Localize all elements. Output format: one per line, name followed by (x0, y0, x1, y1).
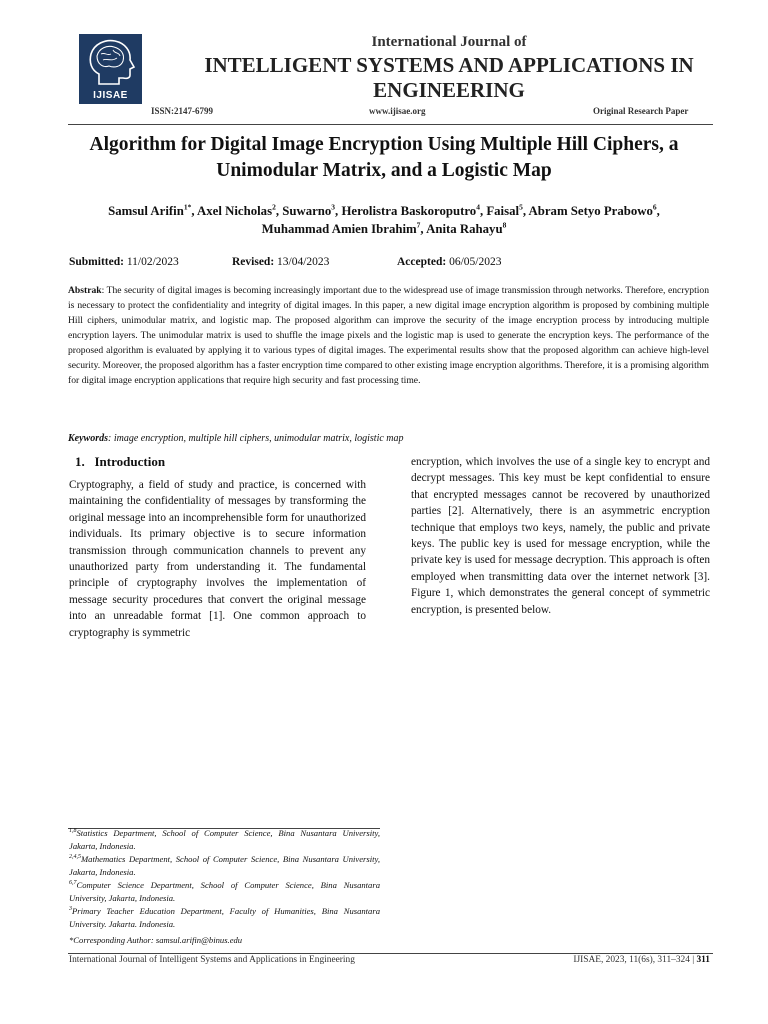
submitted-date (69, 256, 179, 268)
revised-value: 13/04/2023 (277, 256, 330, 268)
journal-of-label: International Journal of (371, 34, 527, 50)
footer-citation-text: IJISAE, 2023, 11(6s), 311–324 | (573, 955, 697, 965)
footnote-sup: 6,7 (69, 880, 77, 887)
section-heading-introduction: 1. Introduction (75, 454, 166, 469)
revised-label: Revised: (232, 256, 275, 268)
author-name: Axel Nicholas (197, 204, 273, 218)
page-number: 311 (696, 955, 710, 965)
website-link[interactable]: www.ijisae.org (369, 106, 426, 116)
authors-line2 (60, 220, 708, 238)
author-separator: , (420, 222, 427, 236)
author-separator: , (191, 204, 198, 218)
keywords (68, 433, 709, 444)
author-affiliation-mark: 2 (272, 202, 276, 212)
footnote-sup: 1,8 (69, 828, 77, 835)
author-affiliation-mark: 8 (502, 220, 507, 230)
accepted-date (397, 256, 501, 268)
author-separator: , (275, 204, 283, 218)
abstract-label: Abstrak (68, 285, 102, 296)
author-name: Faisal (486, 204, 520, 218)
author-list (60, 202, 708, 238)
author-affiliation-mark: 5 (519, 202, 523, 212)
author-affiliation-mark: 3 (331, 202, 336, 212)
author-name: Anita Rahayu (426, 222, 503, 236)
author-name: Herolistra Baskoroputro (341, 204, 477, 218)
footnote-sup: 3 (69, 906, 72, 913)
header-divider (68, 124, 713, 125)
author-affiliation-mark: 7 (416, 220, 421, 230)
corresponding-author: *Corresponding Author: samsul.arifin@binus.edu (69, 935, 243, 945)
footnote-affiliation-2 (69, 853, 380, 879)
submitted-value: 11/02/2023 (126, 256, 179, 268)
footer-divider (68, 953, 713, 954)
intro-left-column: Cryptography, a field of study and practice, is concerned with maintaining the confidentiality of messages by transforming the original message into an incomprehensible form for unauthorized individuals. Its primary objective is to secure information transmission through communication channels to prevent any unauthorized party from understanding it. The fundamental principle of cryptography involves the implementation of message security procedures that convert the original message into an unreadable format [1]. One common approach to cryptography is symmetric (69, 479, 366, 639)
footer-journal-name: International Journal of Intelligent Systems and Applications in Engineering (69, 955, 355, 965)
author-affiliation-mark: 4 (476, 202, 480, 212)
intro-right-column: encryption, which involves the use of a single key to encrypt and decrypt messages. This key must be kept confidential to ensure that encrypted messages cannot be recovered by unauthorized parties [2]. Alternatively, there is an asymmetric encryption technique that employs two keys, namely, the public and private keys. The public key is used for message encryption, while the private key is used for message decryption. This approach is often employed when transmitting data over the internet network [3]. Figure 1, which demonstrates the general concept of symmetric encryption, is presented below. (411, 456, 710, 616)
author-affiliation-mark: 1* (183, 202, 192, 212)
footnote-sup: 2,4,5 (69, 854, 81, 861)
footer-citation (573, 955, 710, 965)
footnote-text: Primary Teacher Education Department, Faculty of Humanities, Bina Nusantara University. Jakarta. Indonesia. (69, 906, 380, 929)
author-separator: , (522, 204, 529, 218)
journal-title (150, 53, 748, 103)
abstract-text: : The security of digital images is becoming increasingly important due to the widespread use of image transmission through networks. Therefore, encryption is necessary to protect the confidentiality and integrity of digital images. In this paper, a new digital image encryption algorithm is proposed by combining multiple Hill ciphers, unimodular matrix, and logistic map. The proposed algorithm can improve the security of the image encryption process by introducing multiple encryption layers. The unimodular matrix is used to shuffle the image pixels and the logistic map is used to generate the encryption keys. The performance of the proposed algorithm is evaluated by applying it to various types of digital images. The experimental results show that the proposed algorithm can achieve high-level security. Moreover, the proposed algorithm has a faster encryption time compared to other existing image encryption algorithms. Therefore, it is a promising algorithm for digital image encryption applications that require high security and fast processing time. (68, 285, 709, 386)
paper-title-line1: Algorithm for Digital Image Encryption Using Multiple Hill Ciphers, a (89, 134, 679, 155)
footnote-affiliation-3 (69, 879, 380, 905)
submitted-label: Submitted: (69, 256, 124, 268)
journal-title-line2: ENGINEERING (373, 78, 525, 102)
paper-title-line2: Unimodular Matrix, and a Logistic Map (216, 160, 552, 181)
author-separator: , (479, 204, 487, 218)
footnote-affiliation-1 (69, 827, 380, 853)
paper-type: Original Research Paper (593, 106, 689, 116)
authors-line1 (60, 202, 708, 220)
revised-date (232, 256, 329, 268)
keywords-label: Keywords (68, 433, 108, 444)
footnote-text: Computer Science Department, School of Computer Science, Bina Nusantara University, Jakarta, Indonesia. (69, 880, 380, 903)
author-name: Suwarno (282, 204, 332, 218)
journal-title-line1: INTELLIGENT SYSTEMS AND APPLICATIONS IN (204, 53, 694, 77)
journal-logo (79, 34, 142, 104)
keywords-text: : image encryption, multiple hill ciphers, unimodular matrix, logistic map (108, 433, 404, 444)
accepted-label: Accepted: (397, 256, 447, 268)
author-name: Abram Setyo Prabowo (528, 204, 653, 218)
abstract (68, 283, 709, 388)
paper-title (60, 132, 708, 184)
accepted-value: 06/05/2023 (449, 256, 502, 268)
logo-text: IJISAE (93, 90, 128, 101)
author-separator: , (335, 204, 342, 218)
footnote-text: Statistics Department, School of Computer Science, Bina Nusantara University, Jakarta, Indonesia. (69, 828, 380, 851)
footnote-text: Mathematics Department, School of Computer Science, Bina Nusantara University, Jakarta, Indonesia. (69, 854, 380, 877)
issn: ISSN:2147-6799 (151, 106, 214, 116)
author-name: Samsul Arifin (108, 204, 184, 218)
author-affiliation-mark: 6 (652, 202, 657, 212)
author-separator: , (656, 204, 660, 218)
author-name: Muhammad Amien Ibrahim (261, 222, 417, 236)
footnote-affiliation-4 (69, 905, 380, 931)
brain-head-icon (79, 34, 142, 92)
